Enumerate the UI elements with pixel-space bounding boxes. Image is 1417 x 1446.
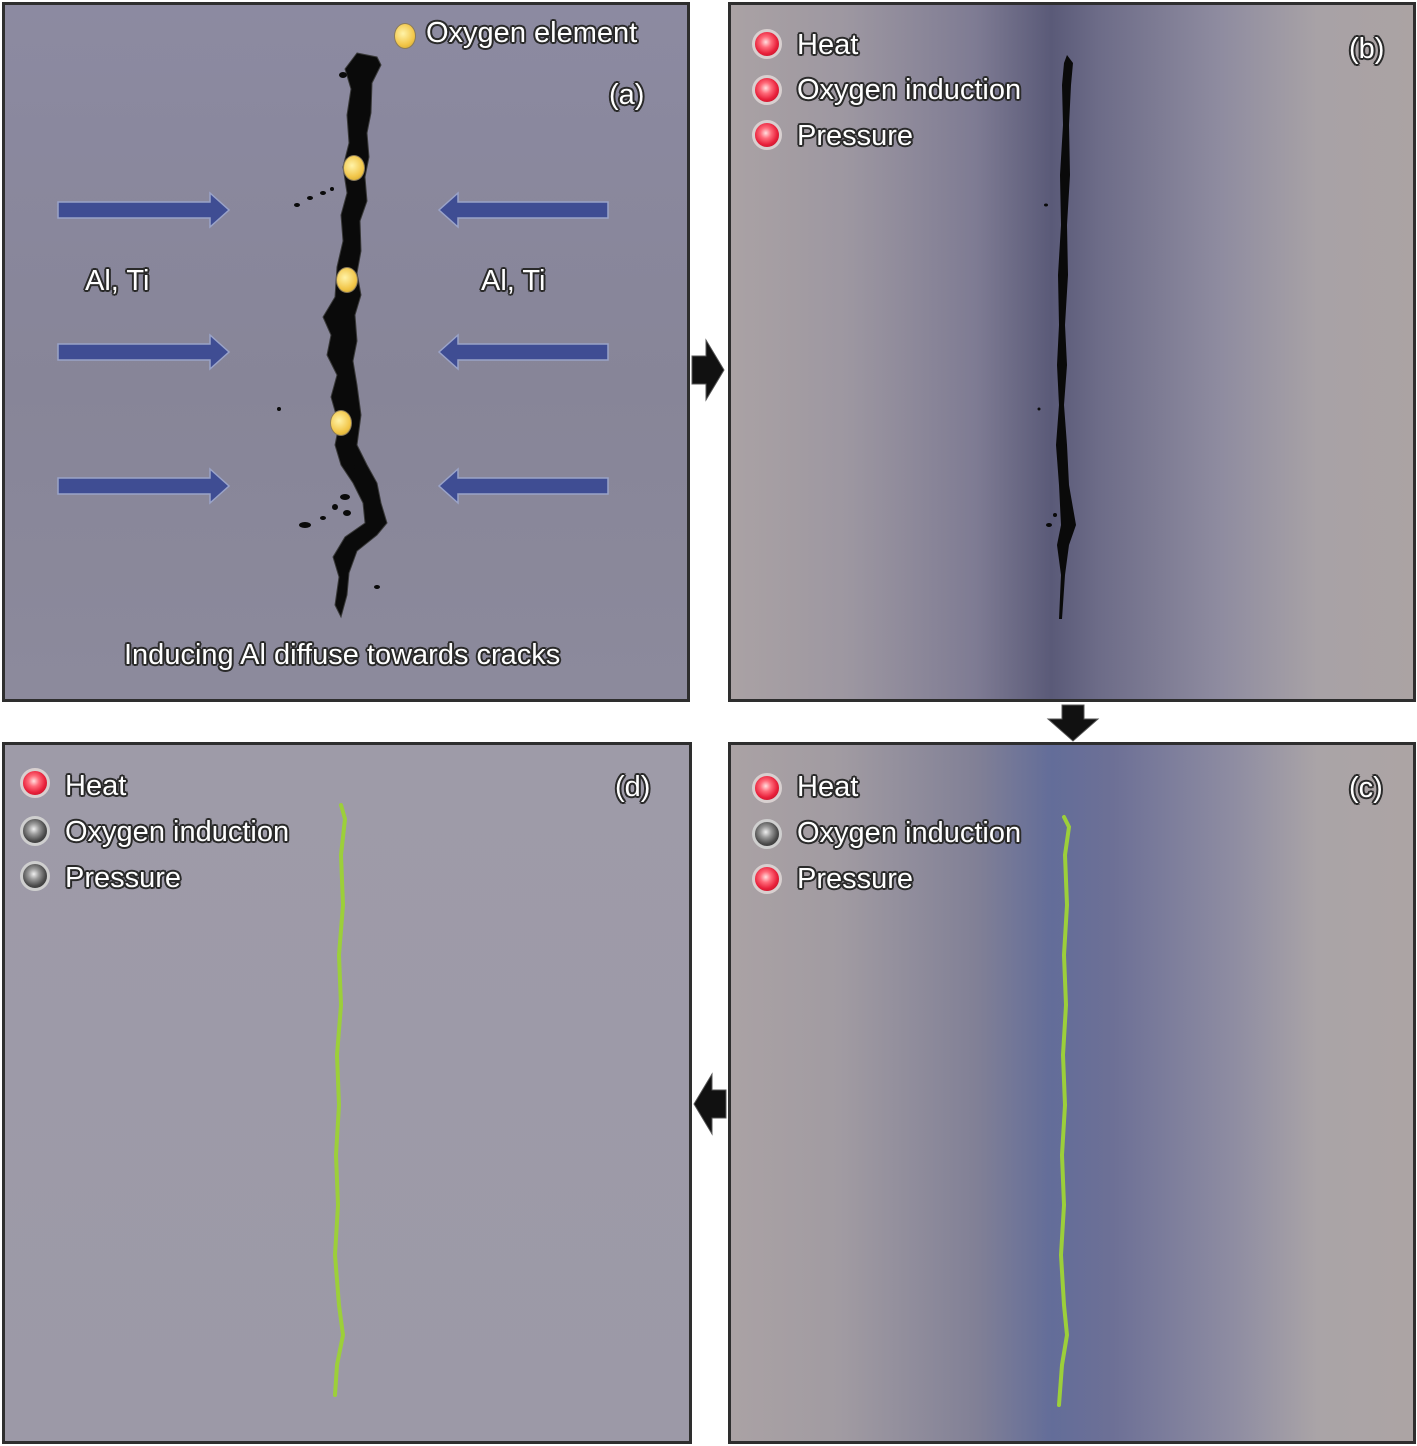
oxygen-induction-label: Oxygen induction <box>797 74 1022 106</box>
panel-c-drawing <box>731 745 1416 1444</box>
oxygen-induction-indicator-icon <box>752 75 782 105</box>
step-arrow-right-icon <box>690 338 726 402</box>
heat-label: Heat <box>797 771 859 803</box>
heat-label: Heat <box>797 29 859 61</box>
heat-indicator-icon <box>752 29 782 59</box>
arrow-right-2 <box>58 335 229 369</box>
pressure-indicator-icon <box>752 864 782 894</box>
pressure-label: Pressure <box>797 120 914 152</box>
pressure-indicator-icon <box>20 861 50 891</box>
panel-d <box>2 742 692 1444</box>
arrow-left-2 <box>439 335 608 369</box>
panel-c <box>728 742 1416 1444</box>
healed-crack <box>1059 817 1069 1405</box>
panel-a-caption: Inducing Al diffuse towards cracks <box>124 639 561 671</box>
crack <box>323 53 387 617</box>
arrow-left-3 <box>439 469 608 503</box>
step-arrow-left-icon <box>692 1072 728 1136</box>
heat-indicator-icon <box>752 773 782 803</box>
step-arrow-down-icon <box>1046 703 1100 743</box>
oxygen-particle-2 <box>336 267 358 293</box>
panel-a-drawing <box>5 5 690 702</box>
right-element-label: Al, Ti <box>481 265 546 297</box>
arrow-right-3 <box>58 469 229 503</box>
arrow-right-1 <box>58 193 229 227</box>
healed-crack <box>335 805 345 1395</box>
oxygen-induction-indicator-icon <box>752 819 782 849</box>
panel-c-label: (c) <box>1349 772 1383 804</box>
panel-a-label: (a) <box>609 79 645 111</box>
panel-d-label: (d) <box>615 771 651 803</box>
arrow-left-1 <box>439 193 608 227</box>
panel-b-drawing <box>731 5 1416 702</box>
oxygen-particle-3 <box>330 410 352 436</box>
oxygen-induction-indicator-icon <box>20 816 50 846</box>
pressure-label: Pressure <box>797 863 914 895</box>
oxygen-legend-label: Oxygen element <box>426 17 638 49</box>
panel-d-drawing <box>5 745 692 1444</box>
pressure-label: Pressure <box>65 862 182 894</box>
crack <box>1056 55 1076 619</box>
oxygen-induction-label: Oxygen induction <box>797 817 1022 849</box>
oxygen-legend-dot <box>394 23 416 49</box>
diffusion-arrows-right <box>439 193 608 503</box>
pressure-indicator-icon <box>752 120 782 150</box>
panel-a <box>2 2 690 702</box>
crack-fragments <box>1038 204 1058 528</box>
heat-label: Heat <box>65 770 127 802</box>
oxygen-particle-1 <box>343 155 365 181</box>
diffusion-arrows-left <box>58 193 229 503</box>
oxygen-induction-label: Oxygen induction <box>65 816 290 848</box>
heat-indicator-icon <box>20 768 50 798</box>
left-element-label: Al, Ti <box>85 265 150 297</box>
panel-b <box>728 2 1416 702</box>
panel-b-label: (b) <box>1349 33 1385 65</box>
